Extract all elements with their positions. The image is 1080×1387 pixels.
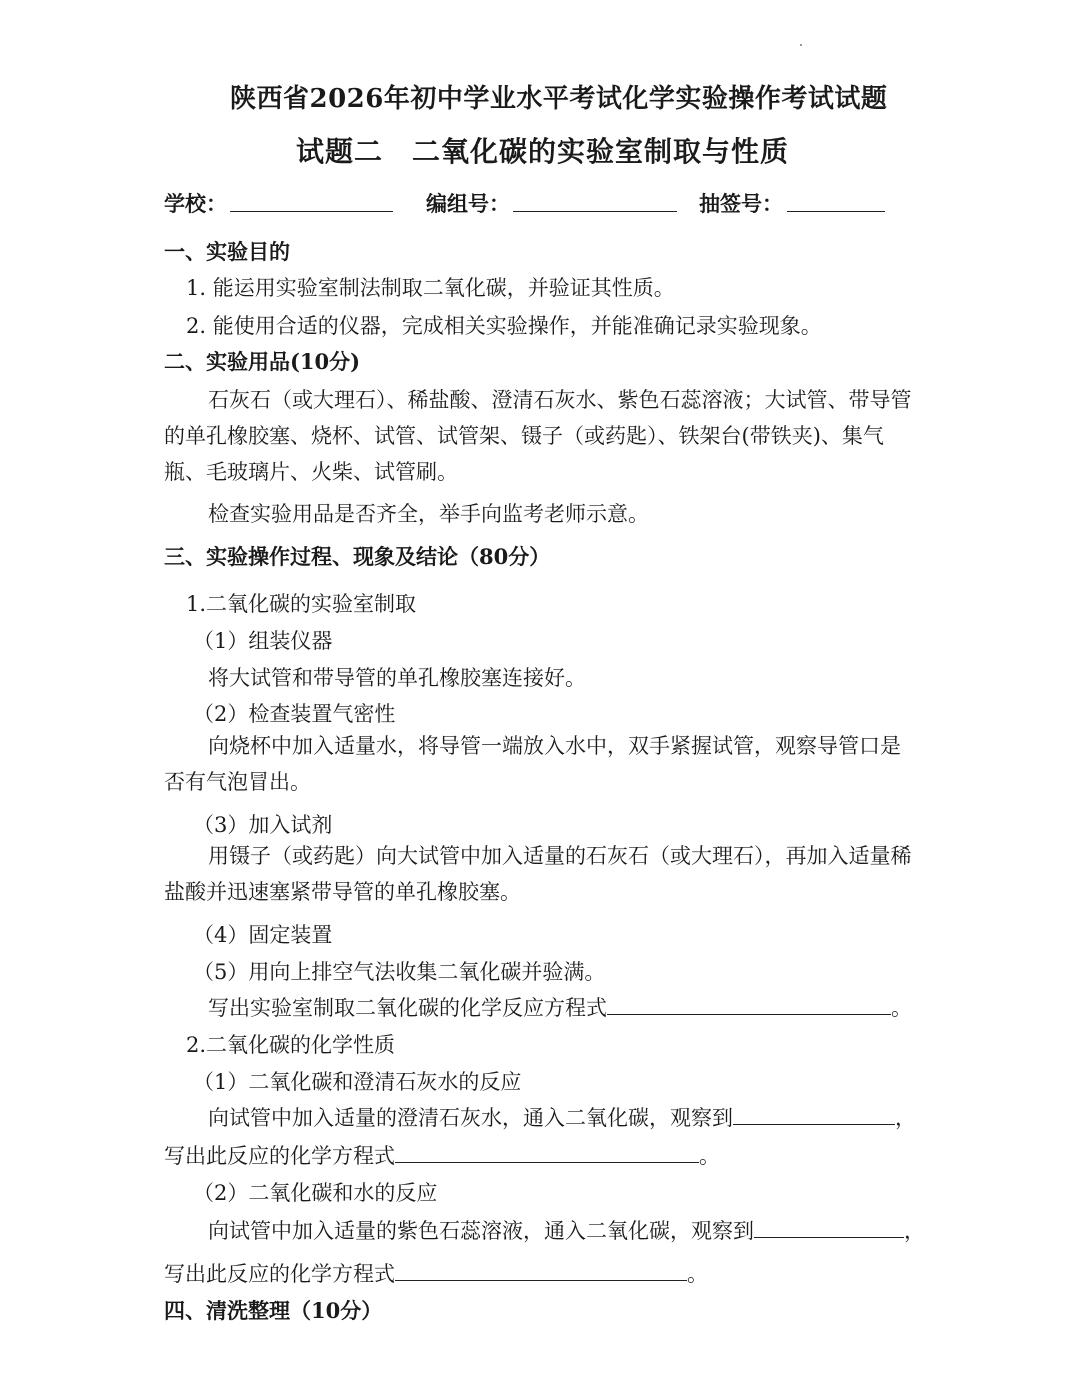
- sub1-title: （1）二氧化碳和澄清石灰水的反应: [193, 1070, 522, 1094]
- sub2-title: （2）二氧化碳和水的反应: [193, 1181, 438, 1205]
- sub1-observation-blank[interactable]: [733, 1102, 895, 1125]
- step3-text: 用镊子（或药匙）向大试管中加入适量的石灰石（或大理石），再加入适量稀盐酸并迅速塞紧带导管的单孔橡胶塞。: [164, 844, 912, 904]
- end-mark: 。: [687, 1262, 708, 1286]
- sub2-observation-row: [208, 1215, 925, 1245]
- step3-title: （3）加入试剂: [193, 813, 333, 837]
- comma-mark: ，: [895, 1106, 916, 1130]
- materials-paragraph: 石灰石（或大理石）、稀盐酸、澄清石灰水、紫色石蕊溶液；大试管、带导管的单孔橡胶塞、烧杯、试管、试管架、镊子（或药匙）、铁架台(带铁夹)、集气瓶、毛玻璃片、火柴、试管刷。: [164, 388, 912, 484]
- step4-title: （4）固定装置: [193, 923, 333, 947]
- section-heading-purpose: 一、实验目的: [164, 239, 290, 264]
- end-mark: 。: [891, 996, 912, 1020]
- scan-speck: [800, 44, 802, 46]
- comma-mark: ，: [904, 1219, 925, 1243]
- group-number-blank[interactable]: [513, 211, 677, 212]
- sub2-equation-blank[interactable]: [395, 1258, 687, 1281]
- step5-title: （5）用向上排空气法收集二氧化碳并验满。: [193, 960, 606, 984]
- equation-blank[interactable]: [607, 992, 891, 1015]
- end-mark: 。: [699, 1144, 720, 1168]
- sub1-equation-row: [164, 1140, 720, 1170]
- sub2-equation-row: [164, 1258, 708, 1288]
- purpose-item: 1. 能运用实验室制法制取二氧化碳，并验证其性质。: [186, 276, 675, 300]
- lot-number-blank[interactable]: [787, 211, 885, 212]
- sub1-text: 向试管中加入适量的澄清石灰水，通入二氧化碳，观察到: [208, 1106, 733, 1130]
- step2-text: 向烧杯中加入适量水，将导管一端放入水中，双手紧握试管，观察导管口是否有气泡冒出。: [164, 734, 901, 794]
- lot-number-label: 抽签号：: [699, 191, 783, 216]
- step1-text: 将大试管和带导管的单孔橡胶塞连接好。: [208, 666, 586, 690]
- school-label: 学校：: [164, 191, 227, 216]
- sub1-observation-row: [208, 1102, 916, 1132]
- section-heading-procedure: 三、实验操作过程、现象及结论（80分）: [164, 544, 551, 569]
- section-heading-cleanup: 四、清洗整理（10分）: [164, 1298, 383, 1323]
- school-blank[interactable]: [230, 211, 393, 212]
- sub2-observation-blank[interactable]: [754, 1215, 904, 1238]
- part1-title: 1.二氧化碳的实验室制取: [186, 592, 417, 616]
- equation-row-1: [208, 992, 912, 1022]
- section-heading-materials: 二、实验用品(10分): [164, 349, 361, 374]
- step2-title: （2）检查装置气密性: [193, 702, 396, 726]
- materials-check: 检查实验用品是否齐全，举手向监考老师示意。: [208, 502, 649, 526]
- sub2-text: 向试管中加入适量的紫色石蕊溶液，通入二氧化碳，观察到: [208, 1219, 754, 1243]
- page-title: 陕西省2026年初中学业水平考试化学实验操作考试试题: [230, 84, 888, 114]
- step1-title: （1）组装仪器: [193, 629, 333, 653]
- equation-prompt: 写出实验室制取二氧化碳的化学反应方程式: [208, 996, 607, 1020]
- group-number-label: 编组号：: [426, 191, 510, 216]
- exam-subtitle: 试题二 二氧化碳的实验室制取与性质: [296, 135, 790, 168]
- sub2-equation-prompt: 写出此反应的化学方程式: [164, 1262, 395, 1286]
- purpose-item: 2. 能使用合适的仪器，完成相关实验操作，并能准确记录实验现象。: [186, 314, 822, 338]
- sub1-equation-blank[interactable]: [395, 1140, 699, 1163]
- sub1-equation-prompt: 写出此反应的化学方程式: [164, 1144, 395, 1168]
- part2-title: 2.二氧化碳的化学性质: [186, 1033, 396, 1057]
